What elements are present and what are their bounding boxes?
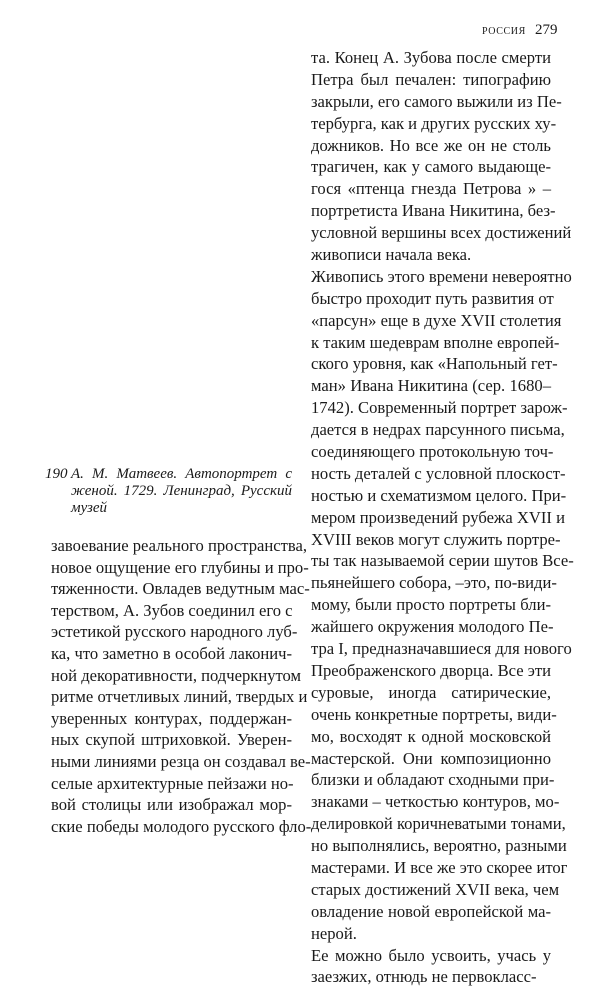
page-header xyxy=(0,22,600,42)
text-line: ман» Ивана Никитина (сер. 1680– xyxy=(311,376,551,396)
text-line: мастерами. И все же это скорее итог xyxy=(311,857,568,877)
text-line: дается в недрах парсунного письма, xyxy=(311,420,565,440)
left-column-text xyxy=(51,535,312,837)
text-line: но выполнялись, вероятно, разными xyxy=(311,836,567,856)
text-line: «парсун» еще в духе XVII столетия xyxy=(311,310,562,330)
text-line: соединяющего протокольную точ- xyxy=(311,442,554,462)
text-line: новое ощущение его глубины и про- xyxy=(51,557,309,577)
text-line: ты так называемой серии шутов Все- xyxy=(311,551,574,571)
text-line: музей xyxy=(71,500,108,516)
text-line: мо, восходят к одной московской xyxy=(311,726,551,746)
text-line: портретиста Ивана Никитина, без- xyxy=(311,201,556,221)
text-line: мастерской. Они композиционно xyxy=(311,748,551,768)
text-line: Ее можно было усвоить, учась у xyxy=(311,945,551,965)
text-line: ность деталей с условной плоскост- xyxy=(311,463,566,483)
text-line: заезжих, отнюдь не первокласс- xyxy=(311,967,537,987)
caption-text xyxy=(71,466,292,517)
text-line: ных скупой штриховкой. Уверен- xyxy=(51,730,292,750)
text-line: мому, были просто портреты бли- xyxy=(311,595,551,615)
text-line: селые архитектурные пейзажи но- xyxy=(51,773,294,793)
text-line: женой. 1729. Ленинград, Русский xyxy=(71,483,292,499)
text-line: ка, что заметно в особой лаконич- xyxy=(51,643,292,663)
text-line: эстетикой русского народного луб- xyxy=(51,622,298,642)
text-line: 1742). Современный портрет зарож- xyxy=(311,398,568,418)
text-line: А. М. Матвеев. Автопортрет с xyxy=(71,466,292,482)
text-line: дожников. Но все же он не столь xyxy=(311,135,551,155)
text-line: тербурга, как и других русских ху- xyxy=(311,113,557,133)
right-column-text xyxy=(311,47,574,988)
text-line: мером произведений рубежа XVII и xyxy=(311,507,565,527)
text-line: старых достижений XVII века, чем xyxy=(311,879,560,899)
text-line: ритме отчетливых линий, твердых и xyxy=(51,687,308,707)
text-line: терством, А. Зубов соединил его с xyxy=(51,600,293,620)
text-line: гося «птенца гнезда Петрова » – xyxy=(311,179,551,199)
text-line: суровые, иногда сатирические, xyxy=(311,682,551,702)
text-line: очень конкретные портреты, види- xyxy=(311,704,557,724)
text-line: нерой. xyxy=(311,923,357,943)
text-line: ными линиями резца он создавал ве- xyxy=(51,751,311,771)
text-line: трагичен, как у самого выдающе- xyxy=(311,157,551,177)
text-line: живописи начала века. xyxy=(311,245,472,265)
running-head: РОССИЯ xyxy=(482,26,526,37)
text-line: тяженности. Овладев ведутным мас- xyxy=(51,579,310,599)
text-line: ские победы молодого русского фло- xyxy=(51,816,312,836)
text-line: XVIII веков могут служить портре- xyxy=(311,529,561,549)
text-line: условной вершины всех достижений xyxy=(311,223,572,243)
text-line: делировкой коричневатыми тонами, xyxy=(311,814,566,834)
text-line: близки и обладают сходными при- xyxy=(311,770,555,790)
figure-number: 190 xyxy=(45,466,68,482)
text-line: Преображенского дворца. Все эти xyxy=(311,660,551,680)
text-line: та. Конец А. Зубова после смерти xyxy=(311,48,551,67)
text-line: Петра был печален: типографию xyxy=(311,69,551,89)
text-line: знаками – четкостью контуров, мо- xyxy=(311,792,560,812)
text-line: уверенных контурах, поддержан- xyxy=(51,708,292,728)
page-number: 279 xyxy=(535,22,558,38)
text-line: закрыли, его самого выжили из Пе- xyxy=(311,91,562,111)
text-line: пьянейшего собора, –это, по-види- xyxy=(311,573,557,593)
text-line: ной декоративности, подчеркнутом xyxy=(51,665,302,685)
text-line: ского уровня, как «Напольный гет- xyxy=(311,354,558,374)
text-line: завоевание реального пространства, xyxy=(51,536,307,555)
text-line: ностью и схематизмом целого. При- xyxy=(311,485,567,505)
text-line: овладение новой европейской ма- xyxy=(311,901,551,921)
text-line: жайшего окружения молодого Пе- xyxy=(311,617,554,637)
text-line: вой столицы или изображал мор- xyxy=(51,795,292,815)
text-line: Живопись этого времени невероятно xyxy=(311,266,572,286)
text-line: быстро проходит путь развития от xyxy=(311,288,554,308)
text-line: к таким шедеврам вполне европей- xyxy=(311,332,560,352)
text-line: тра I, предназначавшиеся для нового xyxy=(311,639,572,659)
